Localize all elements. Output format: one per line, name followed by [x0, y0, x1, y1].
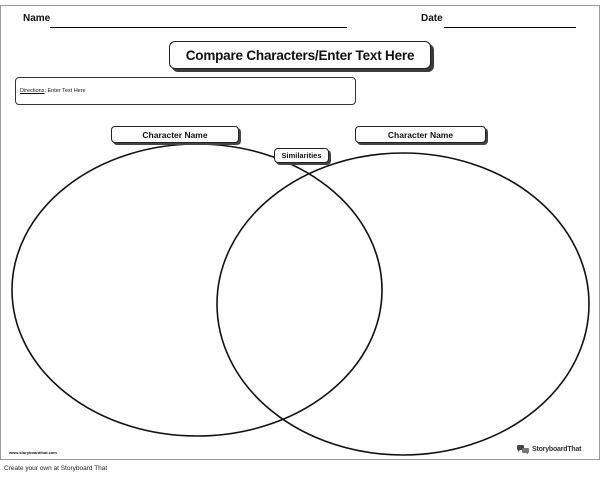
right-character-name-label[interactable]: Character Name [355, 126, 486, 143]
left-circle[interactable] [12, 144, 382, 436]
storyboardthat-logo [517, 445, 581, 454]
speech-bubbles-icon [517, 445, 529, 454]
similarities-label[interactable]: Similarities [274, 148, 329, 163]
date-label: Date [421, 13, 443, 24]
footer-url: www.storyboardthat.com [9, 450, 57, 455]
right-circle[interactable] [217, 153, 589, 455]
directions-text: : Enter Text Here [44, 88, 86, 94]
name-label: Name [23, 13, 51, 24]
directions-label: Directions [20, 88, 45, 94]
worksheet-title[interactable]: Compare Characters/Enter Text Here [169, 41, 431, 69]
storyboardthat-caption[interactable]: Create your own at Storyboard That [4, 465, 108, 472]
left-character-name-label[interactable]: Character Name [111, 126, 239, 143]
brand-name: StoryboardThat [532, 446, 582, 453]
